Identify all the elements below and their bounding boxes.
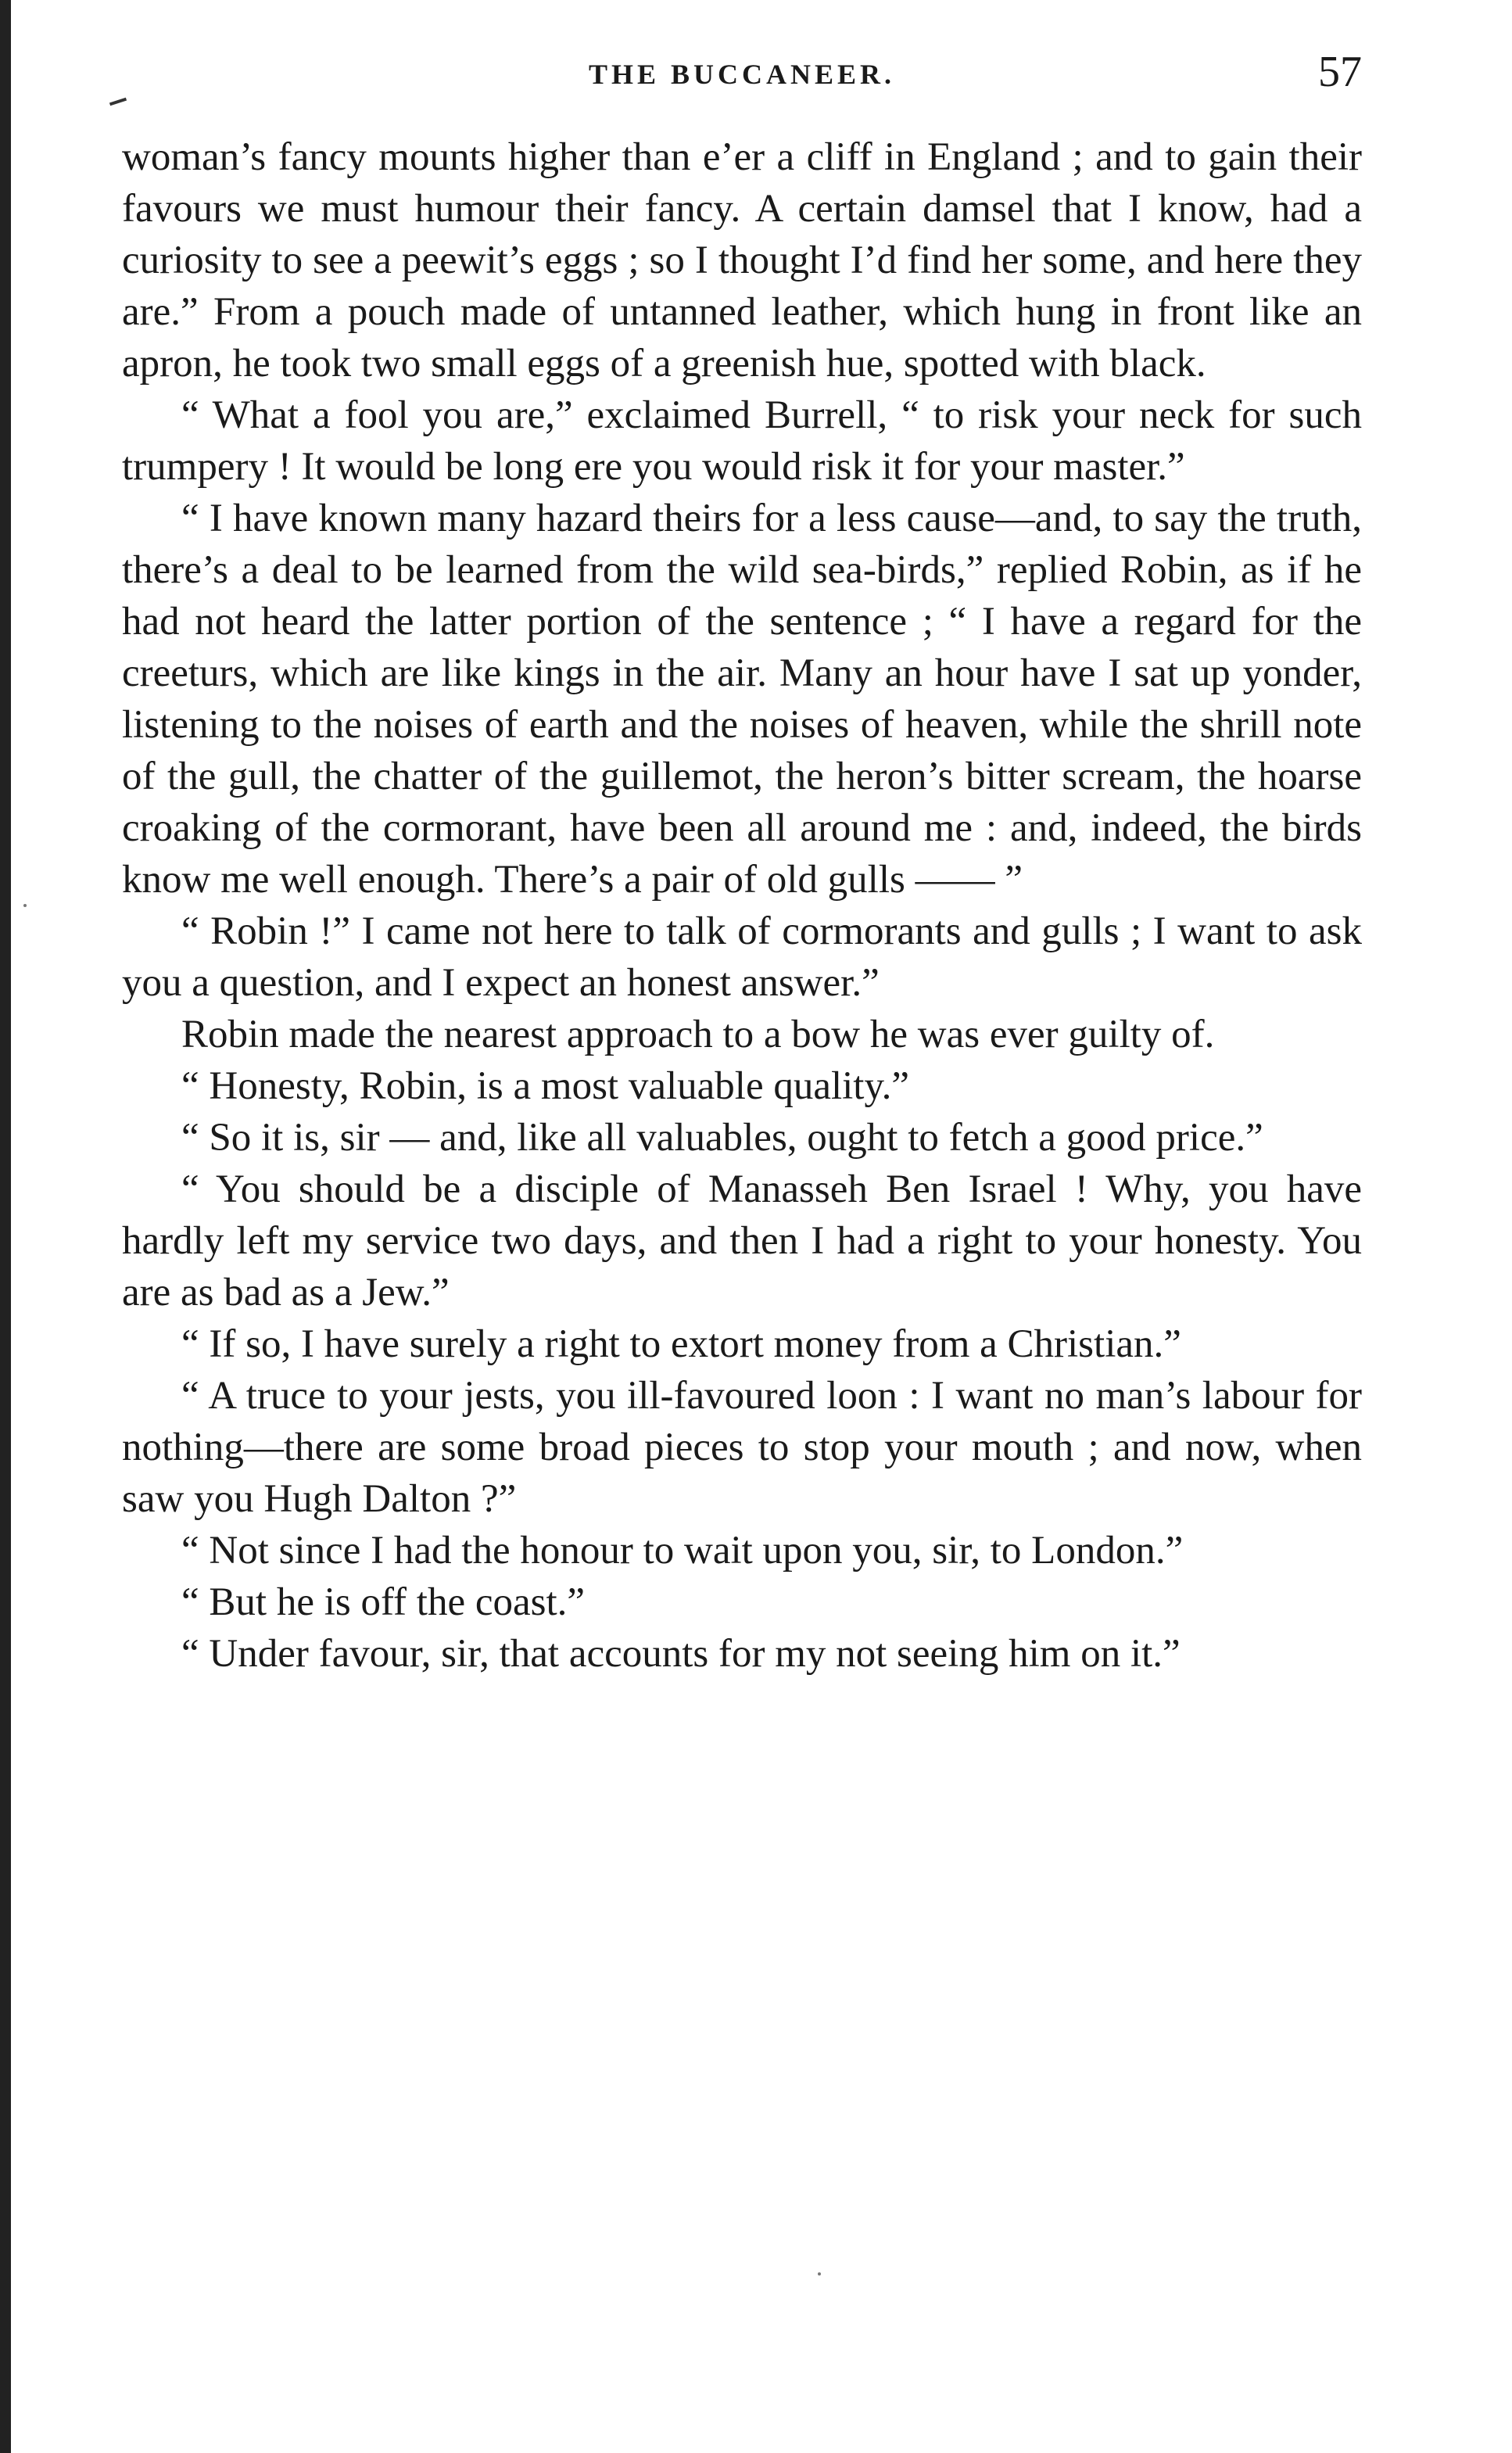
paragraph: “ Under favour, sir, that accounts for my not seeing him on it.” [181, 1632, 1181, 1676]
paragraph: “ But he is off the coast.” [181, 1580, 586, 1624]
page-number: 57 [1318, 48, 1362, 96]
page-header [122, 47, 1362, 109]
paragraph: “ A truce to your jests, you ill-favoured loon : I want no man’s labour for nothing—there are some broad pieces to stop your mouth ; and now, when saw you Hugh Dalton ?” [122, 1374, 1362, 1521]
running-title: THE BUCCANEER. [588, 59, 896, 90]
page-binding-edge [0, 0, 11, 2453]
paragraph: “ Robin !” I came not here to talk of cormorants and gulls ; I want to ask you a question, and I expect an honest answer.” [122, 909, 1362, 1005]
paragraph: “ So it is, sir — and, like all valuables, ought to fetch a good price.” [181, 1116, 1263, 1160]
paper-speck [818, 2272, 821, 2275]
body-text [122, 131, 1362, 1680]
paragraph: “ If so, I have surely a right to extort money from a Christian.” [181, 1322, 1181, 1366]
paragraph: “ I have known many hazard theirs for a less cause—and, to say the truth, there’s a deal to be learned from the wild sea-birds,” replied Robin, as if he had not heard the latter portion of the sentence ; “ I have a regard for the creeturs, which are like kings in the air. Many an hour have I sat up yonder, listening to the noises of earth and the noises of heaven, while the shrill note of the gull, the chatter of the guillemot, the heron’s bitter scream, the hoarse croaking of the cormorant, have been all around me : and, indeed, the birds know me well enough. There’s a pair of old gulls —— ” [122, 497, 1362, 902]
paragraph: “ You should be a disciple of Manasseh Ben Israel ! Why, you have hardly left my service two days, and then I had a right to your honesty. You are as bad as a Jew.” [122, 1167, 1362, 1314]
paragraph: “ Honesty, Robin, is a most valuable quality.” [181, 1064, 910, 1108]
paragraph: Robin made the nearest approach to a bow he was ever guilty of. [181, 1013, 1215, 1056]
paper-speck [23, 904, 27, 907]
paragraph: “ What a fool you are,” exclaimed Burrell, “ to risk your neck for such trumpery ! It would be long ere you would risk it for your master.” [122, 393, 1362, 489]
paragraph: woman’s fancy mounts higher than e’er a cliff in England ; and to gain their favours we must humour their fancy. A certain damsel that I know, had a curiosity to see a peewit’s eggs ; so I thought I’d find her some, and here they are.” From a pouch made of untanned leather, which hung in front like an apron, he took two small eggs of a greenish hue, spotted with black. [122, 135, 1362, 386]
paragraph: “ Not since I had the honour to wait upon you, sir, to London.” [181, 1529, 1184, 1573]
